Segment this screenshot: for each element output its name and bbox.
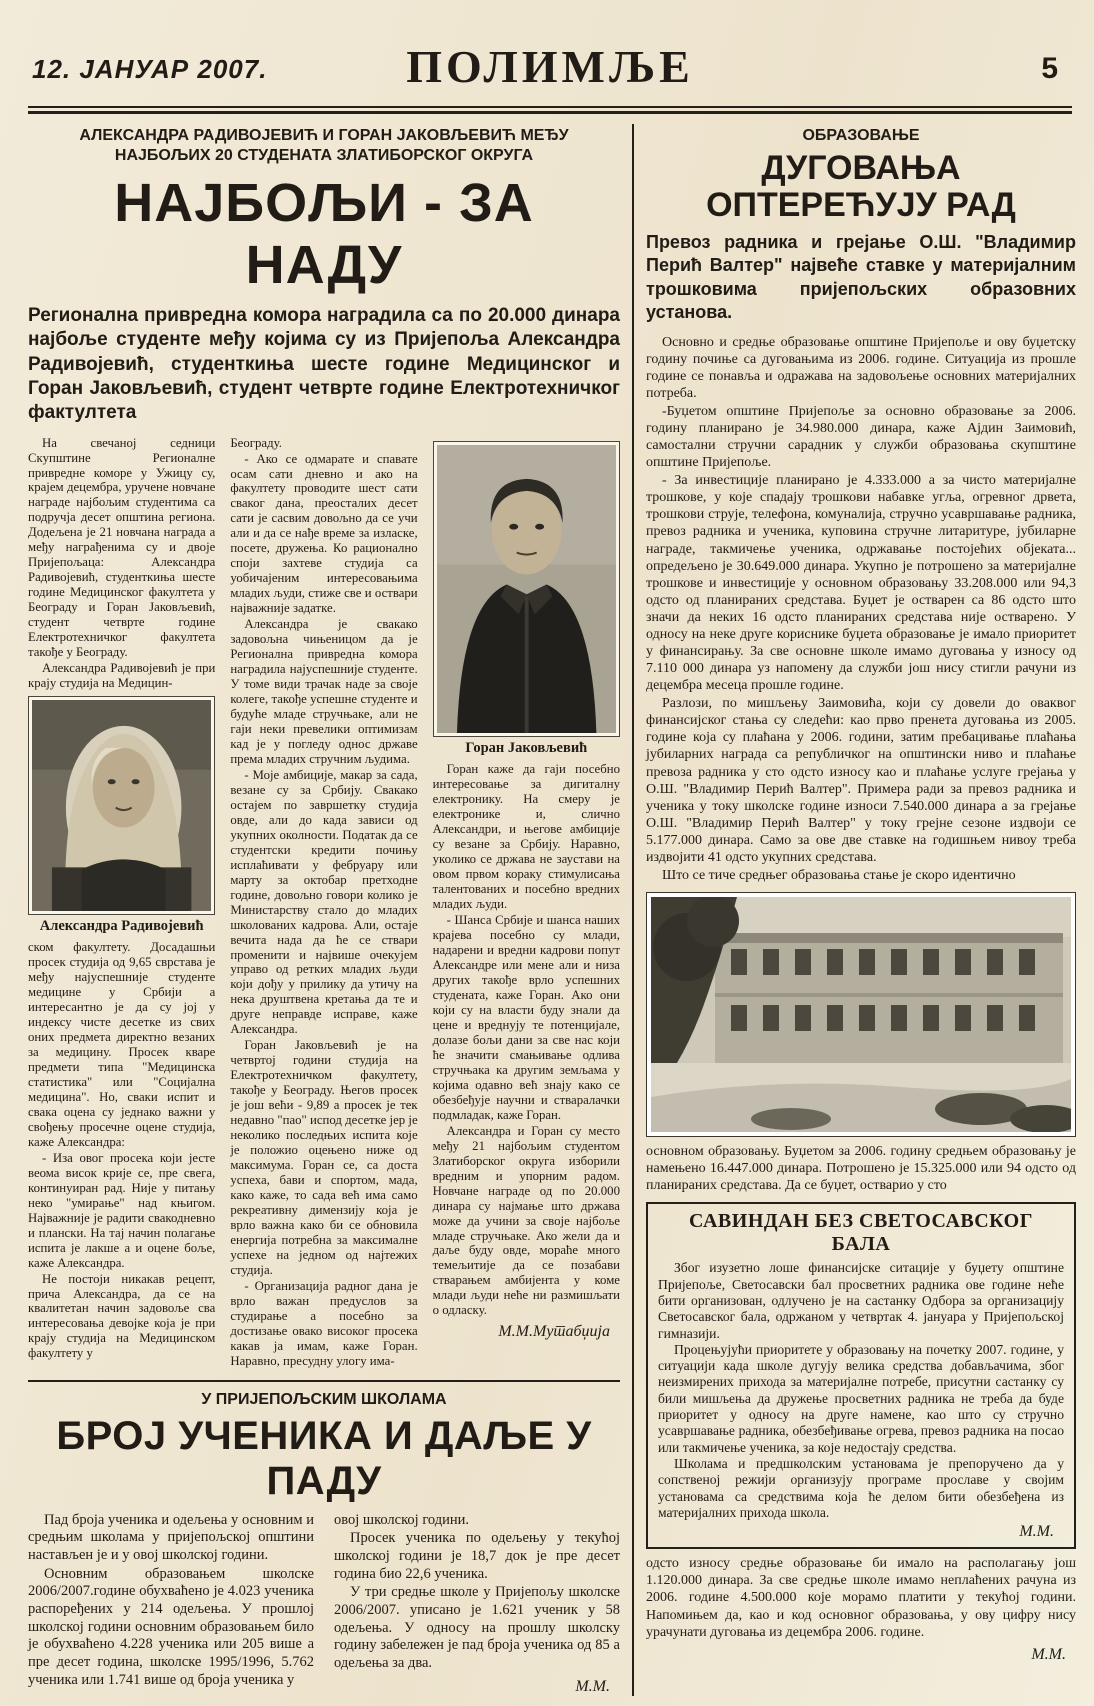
- education-article-body: [646, 334, 1076, 1664]
- body-paragraph: Пад броја ученика и одељења у основним и средњим школама у пријепољској општини настављен је и у овој школској години.: [28, 1511, 314, 1563]
- body-paragraph: -Буџетом општине Пријепоље за основно образовање за 2006. годину планирано је 34.980.000 динара, каже Ајдин Заимовић, самостални стручни сарадник у служби образовања скупштине општине Пријепоље.: [646, 403, 1076, 471]
- goran-photo-figure: [433, 441, 620, 760]
- page-number: 5: [1041, 52, 1058, 85]
- masthead: ПОЛИМЉЕ: [406, 41, 694, 92]
- aleksandra-photo-figure: [28, 696, 215, 937]
- section-divider: [28, 1380, 620, 1382]
- education-article: [632, 124, 1076, 1696]
- byline: М.М.: [1031, 1645, 1066, 1663]
- body-paragraph: Што се тиче средњег образовања стање је скоро идентично: [662, 867, 1016, 883]
- main-article: [28, 124, 620, 1696]
- body-paragraph: овој школској години.: [334, 1511, 470, 1528]
- body-paragraph: Разлози, по мишљењу Заимовића, који су довели до оваквог финансијског стања су следећи: као прво пренета дуговања из 2005. године која су плаћана у 2006. години, затим пребацивање плаћања јубиларних награда са републичког на општински ниво и плаћање превоза радника у сто одсто износу као и плаћање услуге грејања у О.Ш. "Владимир Перић Валтер". Примера ради за превоз радника и ученика у току школске године износи 7.540.000 динара а за грејање О.Ш. "Владимир Перић Валтер" у току грејне сезоне издвоји се 5.177.000 динара. Само за ове две ставке на годишњем нивоу треба издвојити 41 одсто укупних средстава.: [646, 696, 1076, 865]
- body-paragraph: ском факултету. Досадашњи просек студија од 9,65 сврстава је међу најуспешније студенте медицине у Србији а интересантно је да су јој у индексу чисте десетке из свих оних предмета директно везаних за медицину. Просек кваре предмети типа "Медицинска статистика" или "Социјална медицина". Но, сваки испит и свака оцена су једнако важни у свођењу просечне оцене студија, каже Александра:: [28, 940, 216, 1149]
- schools-article-columns: [28, 1512, 620, 1696]
- main-article-column-3: [433, 436, 620, 1370]
- goran-photo: [433, 441, 620, 738]
- body-paragraph: Основним образовањем школске 2006/2007.године обухваћено је 4.023 ученика распоређених у 214 одељења. У прошлој школској години основним образовањем било је обухваћено 4.228 ученика или 205 више а пре десет година, школске 1995/1996, 5.762 ученика или 1.741 више од броја ученика у: [28, 1565, 314, 1688]
- body-paragraph: Основно и средње образовање општине Пријепоље и ову буџетску годину почиње са дуговањима из 2006. године. Ситуација из прошле године се понавља и одражава на задовољење основних материјалних потреба.: [646, 334, 1076, 401]
- main-article-column-2: [230, 436, 417, 1370]
- body-paragraph: Београду.: [230, 435, 282, 450]
- main-article-column-1: [28, 436, 215, 1370]
- savindan-box-title: САВИНДАН БЕЗ СВЕТОСАВСКОГ БАЛА: [689, 1210, 1033, 1256]
- schools-column-2: [334, 1512, 620, 1696]
- body-paragraph: - Моје амбиције, макар за сада, везане су за Србију. Свакако остајем по завршетку студија овде, али до када зависи од укупних околности. Податак да се студентски кредити почињу исплаћивати у фебруару или марту за октобар претходне године, довољно говори колико је Министарству стало до младих школованих кадрова. Али, остаје вечита нада да ће се ствари променити и највише очекујем управо од ретких младих људи који дођу у прилику да утичу на нека друштвена кретања да те и друге неправде исправе, каже Александра.: [230, 767, 418, 1037]
- portrait-woman-image: [32, 700, 211, 911]
- main-article-lead: Регионална привредна комора наградила са по 20.000 динара најбоље студенте међу којима су из Пријепоља Александра Радивојевић, студенткиња шесте године Медицинског и Горан Јаковљевић, студент четврте године Електротехничког фактултета: [28, 305, 620, 424]
- body-paragraph: Због изузетно лоше финансијске ситације у буџету општине Пријепоље, Светосавски бал просветних радника ове године неће бити организован, одлучено је на састанку Одбора за организацију Светосавског бала, одржаном у четвртак 4. јануара у Пријепољској гимназији.: [658, 1260, 1064, 1341]
- body-paragraph: одсто износу средње образовање би имало на располагању још 1.120.000 динара. За све средње школе имамо неплаћених рачуна из 2006. године 4.500.000 које морамо платити у текућој години. Напомињем да, као и код основног образовања, у ову цифру нису урачунати дуговања из децембра 2006. године.: [646, 1556, 1076, 1640]
- photo-caption: Александра Радивојевић: [39, 918, 204, 935]
- body-paragraph: - Иза овог просека који јесте веома висок крије се, пре свега, континуиран рад. Није у питању неко "умирање" над књигом. Најважније је радити свакодневно и плански. На тај начин полагање испита је лакше а и оцене боље, каже Александра.: [28, 1150, 216, 1270]
- main-article-headline: НАЈБОЉИ - ЗА НАДУ: [114, 173, 534, 295]
- page-header: [28, 14, 1072, 106]
- body-paragraph: Не постоји никакав рецепт, прича Александра, да се на квалитетан начин задовоље сва интересовања девојке која је при крају студија на Медицинском факултету у: [28, 1271, 216, 1361]
- body-paragraph: - За инвестиције планирано је 4.333.000 а за чисто материјалне трошкове, у које спадају трошкови набавке угља, огревног дрвета, трошкови струје, телефона, комуналија, стручно усавршавање радника, превоз радника и ученика, куповина стручне литаритуре, јубиларне награде, такмичење ученика, одржавање постојећих објеката... опредељено је 30.649.000 динара. Укупно је потрошено за материјалне трошкове и инвестиције у основном образовању 33.208.000 или 94,3 одсто од планираних средстава. Буџет је остварен са 86 одсто што значи да неких 16 одсто планираних средстава није остварено. У односу на неке друге кориснике буџета образовање је имало приоритет у финансирању. За све основне школе имамо дуговања у износу од 7.110 000 динара уз напомену да служби још нису стигли рачуни из децембра месеца прошле године.: [646, 473, 1076, 694]
- body-paragraph: Процењујући приоритете у образовању на почетку 2007. године, у ситуацији када школе дугују велика средства добављачима, због неизмирених прихода за материјалне потребе, присутни састанку су били мишљења да дружење просветних радника не треба да буде приоритет у односу на друге намене, као што су стручно усавршавање радника, обезбеђивање огрева, превоз радника на посао или такмичење ученика, за које недостају средства.: [658, 1341, 1064, 1455]
- school-building-photo: [646, 892, 1076, 1137]
- school-building-image: [651, 897, 1071, 1132]
- body-paragraph: Александра је свакако задовољна чињеницом да је Регионална привредна комора наградила најуспешније студенте. У томе види трачак наде за своје колеге, такође успешне студенте и будуће младе стручњаке, али не гаји неки превелики оптимизам кад је у погледу однос државе према младих стручним људима.: [230, 617, 418, 766]
- body-paragraph: На свечаној седници Скупштине Регионалне привредне коморе у Ужицу су, крајем децембра, уручене новчане награде најбољим студентима са подручја десет општина региона. Додељена је 21 новчана награда а међу награђенима су и двоје Пријепољаца: Александра Радивојевић, студенткиња шесте године Медицинског факултета у Београду и Горан Јаковљевић, студент четврте године Електротехничког факултета такође у Београду.: [28, 435, 216, 660]
- page-content: [28, 124, 1076, 1696]
- main-article-kicker: АЛЕКСАНДРА РАДИВОЈЕВИЋ И ГОРАН ЈАКОВЉЕВИЋ МЕЂУ НАЈБОЉИХ 20 СТУДЕНАТА ЗЛАТИБОРСКОГ ОКРУГА: [79, 127, 569, 164]
- education-article-headline: ДУГОВАЊА ОПТЕРЕЋУЈУ РАД: [706, 149, 1016, 224]
- page-date: 12. ЈАНУАР 2007.: [32, 54, 268, 84]
- byline: М.М.: [1019, 1523, 1054, 1541]
- schools-article: [28, 1390, 620, 1696]
- savindan-box: [646, 1202, 1076, 1549]
- body-paragraph: основном образовању. Буџетом за 2006. годину средњем образовању је намењено 16.447.000 динара. Потрошено је 15.325.000 или 94 одсто од планираних средстава. Да се буџет, остварио у сто: [646, 1144, 1076, 1194]
- body-paragraph: У три средње школе у Пријепољу школске 2006/2007. уписано је 1.621 ученик у 58 одељења. У односу на прошлу школску годину забележен је пад броја ученика од 85 а одељења за два.: [334, 1584, 620, 1672]
- body-paragraph: - Организација радног дана је врло важан предуслов за студирање а посебно за достизање овако високог просека какав ја имам, каже Горан. Наравно, пресудну улогу има-: [230, 1278, 418, 1368]
- schools-column-1: [28, 1512, 314, 1696]
- header-rule: [28, 106, 1072, 108]
- body-paragraph: Горан Јаковљевић је на четвртој години студија на Електротехничком факултету, такође у Београду. Његов просек је још већи - 9,89 а просек је тек недавно "пао" испод десетке јер је неколико последњих испита које је положио оцењено ниже од максимума. Горан се, са доста успеха, бави и спортом, мада, како каже, то сада већ има само рекреативну димензију која је врло важна како би се обновила енергија потребна за максималне успехе на једном од најтежих студија.: [230, 1038, 418, 1277]
- body-paragraph: Александра и Горан су место међу 21 најбољим студентом Златиборског округа изборили вредним и упорним радом. Новчане награде од по 20.000 динара су најмање што држава може да учини за своје најбоље младе стручњаке. Ако жели да и даље буду овде, мораће много темељитије да се позабави стварањем амбијента у коме млади људи неће ни размишљати о одласку.: [432, 1123, 620, 1318]
- education-article-lead: Превоз радника и грејање О.Ш. "Владимир Перић Валтер" највеће ставке у материјалним трошковима пријепољских образовних установа.: [646, 232, 1076, 322]
- body-paragraph: Школама и предшколским установама је препоручено да у сопственој режији организују програме прославе у својим установама са средствима која ће делом бити обезбеђена из материјалних прихода школа.: [658, 1456, 1064, 1520]
- main-article-columns: [28, 436, 620, 1370]
- education-article-kicker: ОБРАЗОВАЊЕ: [802, 127, 920, 144]
- byline: М.М.: [575, 1677, 610, 1695]
- body-paragraph: Горан каже да гаји посебно интересовање за дигиталну електронику. На смеру је електронике и, слично Александри, и његове амбиције су везане за Србију. Наравно, уколико се држава не заустави на овом првом кораку стимулисања талентованих и посебно вредних младих људи.: [432, 762, 620, 912]
- portrait-man-image: [437, 445, 616, 734]
- byline: М.М.Мутабџија: [498, 1323, 610, 1341]
- body-paragraph: Просек ученика по одељењу у текућој школској години је 18,7 док је пре десет година био 22,6 ученика.: [334, 1530, 620, 1582]
- header-rule-thick: [28, 111, 1072, 114]
- schools-article-kicker: У ПРИЈЕПОЉСКИМ ШКОЛАМА: [201, 1390, 447, 1408]
- schools-article-headline: БРОЈ УЧЕНИКА И ДАЉЕ У ПАДУ: [56, 1413, 592, 1503]
- body-paragraph: - Ако се одмарате и спавате осам сати дневно и ако на факултету проводите шест сати сваког дана, преосталих десет сати је сасвим довољно да се учи али и да се нађе време за изласке, посете, дружења. Ко рационално споји захтеве студија са уобичајеним интересовањима младих људи, стиже све и оствари најважније задатке.: [230, 451, 418, 616]
- body-paragraph: - Шанса Србије и шанса наших крајева посебно су млади, надарени и вредни кадрови попут Александре или мене али и низа других такође врло успешних студената, каже Горан. Ако они који су на власти буду знали да цене и вреднују те потенцијале, долазе бољи дани за све нас који ће значити смањивање одлива стручњака ка другим земљама у којима одавно већ знају како се обезбеђује научни и стваралачки подмладак, каже Горан.: [432, 913, 620, 1122]
- photo-caption: Горан Јаковљевић: [465, 740, 588, 757]
- aleksandra-photo: [28, 696, 215, 915]
- body-paragraph: Александра Радивојевић је при крају студија на Медицин-: [28, 661, 216, 691]
